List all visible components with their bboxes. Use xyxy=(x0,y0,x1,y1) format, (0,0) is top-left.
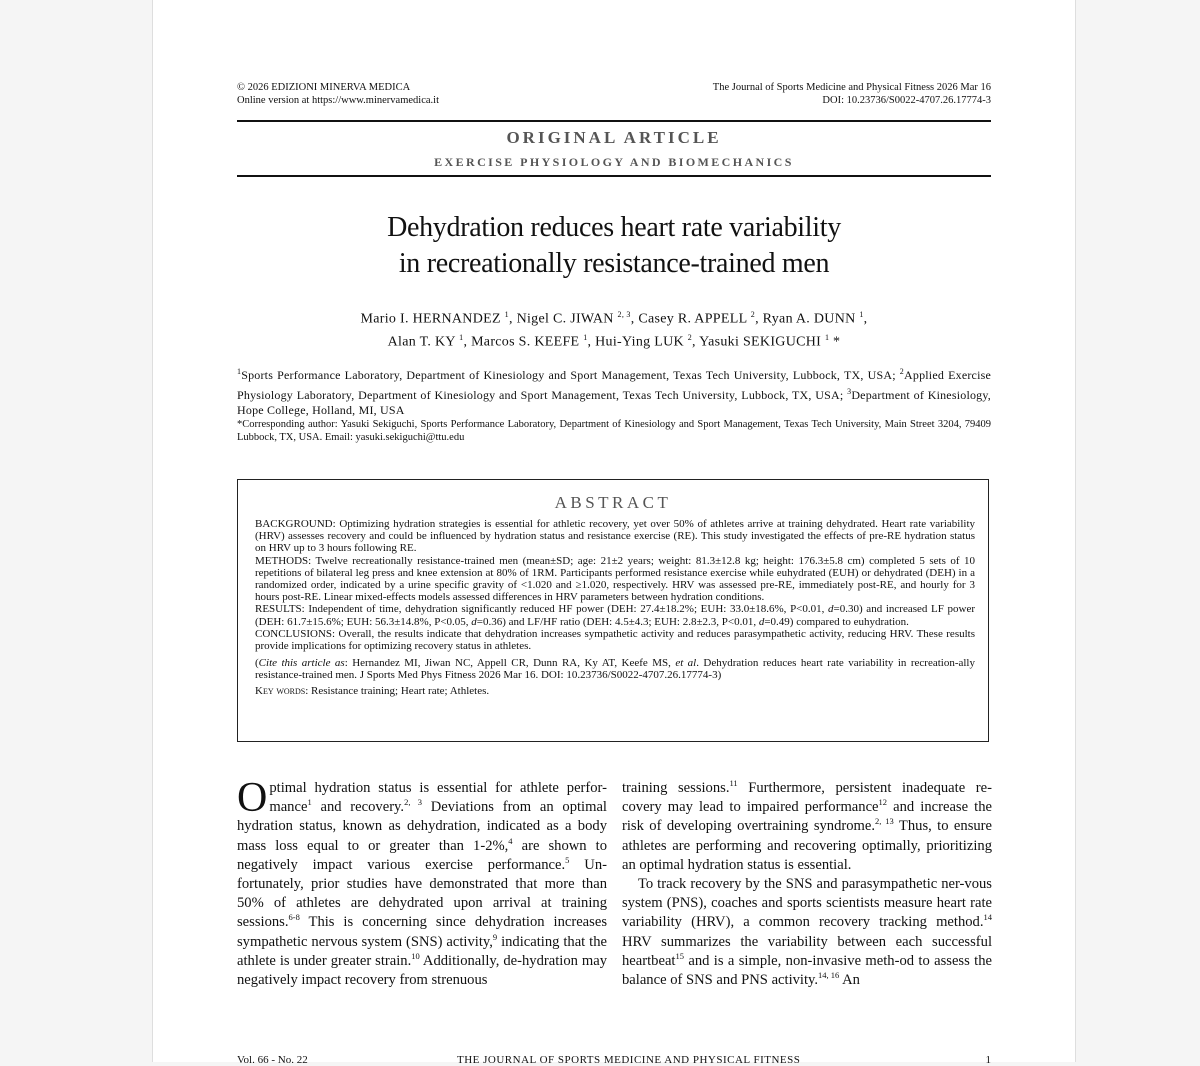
abstract-box xyxy=(237,479,989,742)
article-page xyxy=(152,0,1076,1066)
affiliation-2: Applied Exercise Physiology Laboratory, Department of Kinesiology and Sport Management, Texas Tech University, Lubbock, TX, USA; xyxy=(237,368,992,402)
author-name: Casey R. APPELL xyxy=(638,311,747,327)
author-name: Ryan A. DUNN xyxy=(762,311,856,327)
body-column-left xyxy=(237,775,607,990)
abstract-conclusions: CONCLUSIONS: Overall, the results indicate that dehydration increases sympathetic activity and reduces parasympathetic activity, reducing HRV. These results provide implications for optimizing recovery status in athletes. xyxy=(255,627,975,653)
journal-citation: The Journal of Sports Medicine and Physical Fitness 2026 Mar 16 xyxy=(712,82,991,93)
title-line-1: Dehydration reduces heart rate variability xyxy=(387,212,841,243)
article-title xyxy=(237,210,991,282)
author-affiliation: 1 xyxy=(824,332,830,342)
drop-cap: O xyxy=(237,775,268,821)
keywords: Key words: Resistance training; Heart rate; Athletes. xyxy=(255,684,490,697)
author-affiliation: 1 xyxy=(504,310,509,319)
author-affiliation: 1 xyxy=(859,310,864,319)
author-name: Alan T. KY xyxy=(387,334,456,350)
author-name: Yasuki SEKIGUCHI xyxy=(699,334,822,350)
copyright-line: © 2026 EDIZIONI MINERVA MEDICA xyxy=(237,82,411,93)
author-name: Hui-Ying LUK xyxy=(595,334,684,350)
article-section: EXERCISE PHYSIOLOGY AND BIOMECHANICS xyxy=(434,155,794,169)
online-version-link[interactable]: Online version at https://www.minervamedica.it xyxy=(237,94,439,106)
body-paragraph: training sessions.$^{11}$ Furthermore, persistent inadequate re-covery may lead to impaired performance$^{12}$ and increase the risk of developing overtraining syndrome.$^{2, 13}$ Thus, to ensure athletes are performing and recovering optimally, prioritizing an optimal hydration status is essential. xyxy=(622,778,993,873)
body-paragraph: To track recovery by the SNS and parasympathetic ner-vous system (PNS), coaches and sports scientists measure heart rate variability (HRV), a common recovery tracking method.$^{14}$ HRV summarizes the variability between each successful heartbeat$^{15}$ and is a simple, non-invasive meth-od to assess the balance of SNS and PNS activity.$^{14, 16}$ An xyxy=(622,876,992,989)
corresponding-author: *Corresponding author: Yasuki Sekiguchi, Sports Performance Laboratory, Department of Kinesiology and Sport Management, Texas Tech University, Main Street 3204, 79409 Lubbock, TX, USA. Email: yasuki.sekiguchi@ttu.edu xyxy=(237,419,991,443)
author-affiliation: 2 xyxy=(750,310,756,319)
article-type: ORIGINAL ARTICLE xyxy=(506,128,722,147)
abstract-heading: ABSTRACT xyxy=(554,493,672,512)
footer-page-number: 1 xyxy=(985,1054,991,1066)
doi: DOI: 10.23736/S0022-4707.26.17774-3 xyxy=(822,94,991,106)
author-name: Mario I. HERNANDEZ xyxy=(360,311,501,327)
abstract-methods: METHODS: Twelve recreationally resistance-trained men (mean±SD; age: 21±2 years; weight: 81.3±12.8 kg; height: 176.3±5.8 cm) completed 5 sets of 10 repetitions of bilateral leg press and knee extension at 80% of 1RM. Participants performed resistance exercise while euhydrated (EUH) or dehydrated (DEH) in a randomized order, indicated by a urine specific gravity of <1.020 and ≥1.020, respectively. HRV was assessed pre-RE, immediately post-RE, and hourly for 3 hours post-RE. Linear mixed-effects models assessed differences in HRV parameters between hydration conditions. xyxy=(255,554,975,604)
author-name: Marcos S. KEEFE xyxy=(471,334,580,350)
citation: (Cite this article as: Hernandez MI, Jiwan NC, Appell CR, Dunn RA, Ky AT, Keefe MS, et al. Dehydration reduces heart rate variability in recreation-ally resistance-trained men. J Sports Med Phys Fitness 2026 Mar 16. DOI: 10.23736/S0022-4707.26.17774-3) xyxy=(255,657,975,682)
abstract-background: BACKGROUND: Optimizing hydration strategies is essential for athletic recovery, yet over 50% of athletes arrive at training dehydrated. Heart rate variability (HRV) assesses recovery and could be influenced by hydration status and resistance exercise (RE). This study investigated the effects of pre-RE hydration status on HRV up to 3 hours following RE. xyxy=(255,518,975,555)
footer-volume: Vol. 66 - No. 22 xyxy=(237,1054,308,1066)
title-line-2: in recreationally resistance-trained men xyxy=(398,248,830,279)
author-list xyxy=(237,306,991,351)
author-line-2: Alan T. KY $^1$, Marcos S. KEEFE $^1$, Hui-Ying LUK $^2$, Yasuki SEKIGUCHI $^1$ * xyxy=(387,332,841,350)
author-affiliation: 2, 3 xyxy=(617,310,631,319)
author-affiliation: 1 xyxy=(459,332,464,342)
affiliation-1: Sports Performance Laboratory, Department of Kinesiology and Sport Management, Texas Tech University, Lubbock, TX, USA; xyxy=(241,368,896,382)
affiliation-3: Department of Kinesiology, Hope College, Holland, MI, USA xyxy=(237,387,991,417)
abstract-results: RESULTS: Independent of time, dehydration significantly reduced HF power (DEH: 27.4±18.2%; EUH: 33.0±18.6%, P<0.01, d=0.30) and increased LF power (DEH: 61.7±15.6%; EUH: 56.3±14.8%, P<0.05, d=0.36) and LF/HF ratio (DEH: 4.5±4.3; EUH: 2.8±2.3, P<0.01, d=0.49) compared to euhydration. xyxy=(255,603,975,628)
body-column-right xyxy=(622,779,992,990)
author-line-1: Mario I. HERNANDEZ $^1$, Nigel C. JIWAN $^{2, 3}$, Casey R. APPELL $^2$, Ryan A. DUNN $^1$, xyxy=(360,310,868,327)
header-rule-bottom xyxy=(237,175,991,177)
header-rule-top xyxy=(237,120,991,122)
journal-info xyxy=(713,82,991,107)
footer-journal: THE JOURNAL OF SPORTS MEDICINE AND PHYSICAL FITNESS xyxy=(457,1054,801,1066)
publisher-info xyxy=(237,82,439,107)
author-affiliation: 1 xyxy=(583,332,588,342)
author-affiliation: 2 xyxy=(687,332,693,342)
abstract-body xyxy=(255,518,975,697)
author-name: Nigel C. JIWAN xyxy=(516,311,614,327)
body-paragraph: Optimal hydration status is essential for athlete perfor-mance$^1$ and recovery.$^{2, 3}$ Deviations from an optimal hydration status, known as dehydration, indicated as a body mass loss equal to or greater than 1-2%,$^4$ are shown to negatively impact various exercise performance.$^5$ Un-fortunately, prior studies have demonstrated that more than 50% of athletes are dehydrated upon arrival at training sessions.$^{6-8}$ This is concerning since dehydration increases sympathetic nervous system (SNS) activity,$^9$ indicating that the athlete is under greater strain.$^{10}$ Additionally, de-hydration may negatively impact recovery from strenuous xyxy=(237,775,607,989)
affiliations: $^1$Sports Performance Laboratory, Department of Kinesiology and Sport Management, Texas Tech University, Lubbock, TX, USA; $^2$Applied Exercise Physiology Laboratory, Department of Kinesiology and Sport Management, Texas Tech University, Lubbock, TX, USA; $^3$Department of Kinesiology, Hope College, Holland, MI, USA xyxy=(237,367,992,417)
